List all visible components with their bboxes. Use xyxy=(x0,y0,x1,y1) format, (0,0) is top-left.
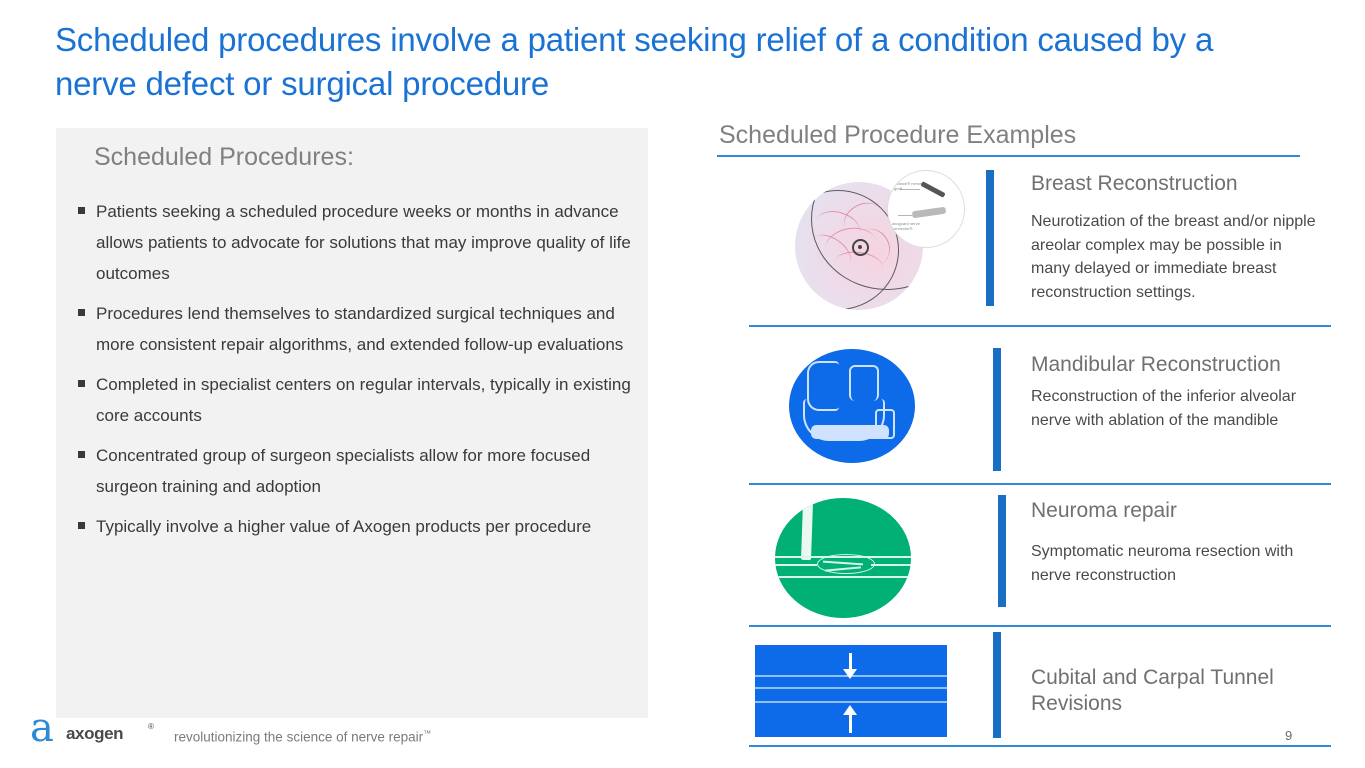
alpha-mark-icon: a xyxy=(30,705,54,751)
footer-tagline-tm: ™ xyxy=(423,729,432,738)
row-divider xyxy=(749,625,1331,627)
bullet-marker-icon xyxy=(78,380,85,387)
page-number: 9 xyxy=(1285,728,1293,743)
accent-bar xyxy=(998,495,1006,607)
page-title: Scheduled procedures involve a patient seeking relief of a condition caused by a nerve defect or surgical procedure xyxy=(55,21,1214,102)
list-item-label: Concentrated group of surgeon specialists allow for more focused surgeon training and adoption xyxy=(96,446,591,496)
accent-bar xyxy=(993,632,1001,738)
nipple-areolar-marker xyxy=(852,239,869,256)
accent-bar xyxy=(993,348,1001,471)
bullet-marker-icon xyxy=(78,207,85,214)
example-body-breast: Neurotization of the breast and/or nipple areolar complex may be possible in many delayed or immediate breast reconstruction settings. xyxy=(1031,213,1316,301)
logo-registered-icon: ® xyxy=(148,722,154,731)
inset-label-connector: axoguard nerve connector® xyxy=(892,221,920,231)
example-body-mandibular: Reconstruction of the inferior alveolar nerve with ablation of the mandible xyxy=(1031,388,1297,429)
accent-bar xyxy=(986,170,994,306)
breast-reconstruction-illustration xyxy=(790,170,970,315)
footer-tagline-text: revolutionizing the science of nerve repair xyxy=(174,729,424,745)
bullet-marker-icon xyxy=(78,522,85,529)
axogen-logo xyxy=(30,705,160,752)
bullet-marker-icon xyxy=(78,451,85,458)
row-divider xyxy=(749,325,1331,327)
list-item-label: Patients seeking a scheduled procedure weeks or months in advance allows patients to advocate for solutions that may improve quality of life outcomes xyxy=(96,202,631,283)
right-panel-heading: Scheduled Procedure Examples xyxy=(719,121,1077,149)
list-item xyxy=(75,298,645,360)
left-panel-heading: Scheduled Procedures: xyxy=(94,143,354,171)
cubital-carpal-tunnel-illustration xyxy=(755,645,947,737)
list-item xyxy=(75,196,645,289)
neuroma-repair-illustration xyxy=(775,498,911,618)
example-title-neuroma: Neuroma repair xyxy=(1031,499,1177,522)
inset-label-graft: Avance® nerve graft xyxy=(894,181,922,191)
footer-tagline xyxy=(174,729,431,745)
bullet-marker-icon xyxy=(78,309,85,316)
example-title-breast: Breast Reconstruction xyxy=(1031,172,1238,195)
example-title-cubital: Cubital and Carpal Tunnel Revisions xyxy=(1031,666,1274,715)
nerve-graft-inset-graphic xyxy=(887,170,965,248)
list-item xyxy=(75,440,645,502)
mandibular-reconstruction-illustration xyxy=(789,349,915,463)
row-divider xyxy=(749,483,1331,485)
example-title-mandibular: Mandibular Reconstruction xyxy=(1031,353,1281,376)
example-body-neuroma: Symptomatic neuroma resection with nerve reconstruction xyxy=(1031,543,1294,584)
list-item-label: Completed in specialist centers on regular intervals, typically in existing core accounts xyxy=(96,375,631,425)
scheduled-procedures-bullet-list xyxy=(75,196,645,551)
logo-wordmark: axogen xyxy=(66,724,124,743)
row-divider xyxy=(749,745,1331,747)
list-item xyxy=(75,511,645,542)
right-panel-heading-rule xyxy=(717,155,1300,157)
list-item-label: Typically involve a higher value of Axogen products per procedure xyxy=(96,517,592,536)
list-item-label: Procedures lend themselves to standardized surgical techniques and more consistent repair algorithms, and extended follow-up evaluations xyxy=(96,304,624,354)
list-item xyxy=(75,369,645,431)
